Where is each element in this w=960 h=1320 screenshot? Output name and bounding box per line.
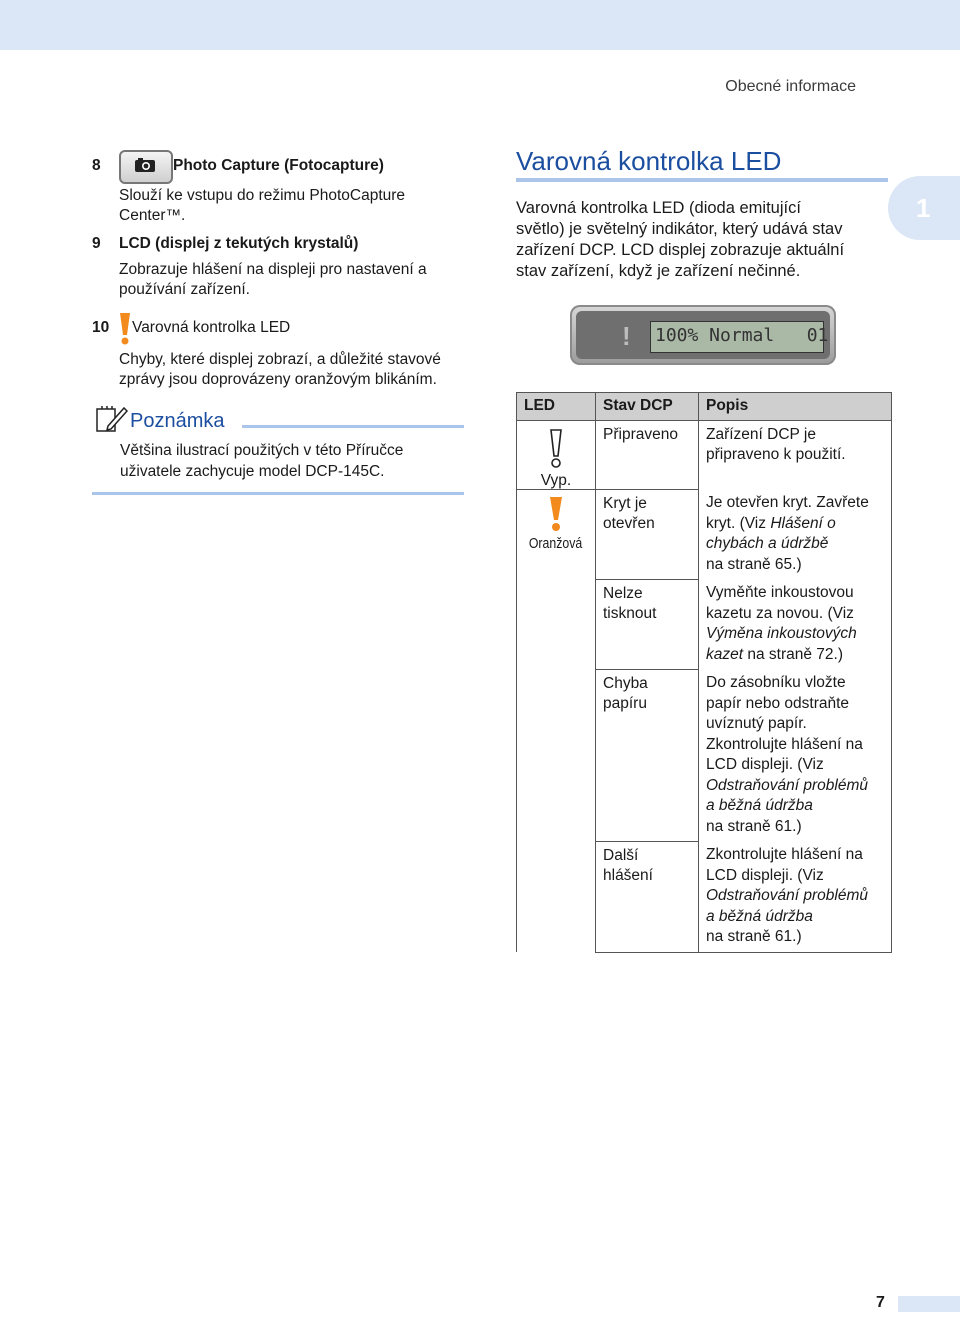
camera-icon — [119, 150, 173, 184]
table-cell-state — [596, 669, 699, 841]
item-title: Photo Capture (Fotocapture) — [173, 157, 384, 174]
item-number: 9 — [92, 235, 101, 252]
item-number: 10 — [92, 319, 110, 336]
item-title: LCD (displej z tekutých krystalů) — [119, 235, 359, 252]
intro-line: stav zařízení, když je zařízení nečinné. — [516, 262, 801, 280]
state-line: otevřen — [603, 515, 655, 532]
led-off-label: Vyp. — [540, 471, 572, 489]
desc-text: kryt. (Viz — [706, 514, 771, 532]
desc-ref-link: Výměna inkoustových — [706, 625, 857, 642]
item-text-line: Slouží ke vstupu do režimu PhotoCapture — [119, 187, 406, 204]
chapter-tab — [888, 176, 960, 240]
table-header-desc: Popis — [699, 393, 892, 421]
lcd-screen — [650, 321, 829, 353]
desc-line: Zkontrolujte hlášení na — [706, 846, 863, 863]
led-off-icon — [548, 429, 564, 469]
desc-line: Zkontrolujte hlášení na — [706, 735, 863, 753]
table-cell-desc — [699, 420, 892, 489]
table-cell-desc — [699, 489, 892, 579]
desc-ref-link: Odstraňování problémů — [706, 887, 868, 904]
heading-rule — [516, 178, 888, 182]
item-text-line: Zobrazuje hlášení na displeji pro nastavení a — [119, 261, 427, 278]
desc-line: na straně 61.) — [706, 928, 802, 945]
chapter-number: 1 — [916, 193, 931, 223]
item-number: 8 — [92, 157, 101, 174]
table-cell-desc — [699, 669, 892, 841]
table-header-led: LED — [517, 393, 596, 421]
table-header-state: Stav DCP — [596, 393, 699, 421]
item-text-line: používání zařízení. — [119, 281, 250, 298]
note-box — [92, 400, 464, 495]
state-line: tisknout — [603, 605, 657, 622]
page-number-bar — [898, 1296, 960, 1312]
item-text-line: Center™. — [119, 207, 186, 224]
led-cell-off — [517, 420, 596, 489]
desc-ref-link: kazet — [706, 645, 744, 663]
note-pencil-icon — [94, 404, 128, 434]
lcd-warning-icon: ! — [622, 321, 631, 351]
lcd-panel-illustration — [570, 305, 836, 365]
desc-ref-link: a běžná údržba — [706, 907, 813, 925]
table-row — [517, 489, 892, 579]
desc-line: LCD displeji. (Viz — [706, 866, 824, 884]
desc-line: LCD displeji. (Viz — [706, 756, 824, 773]
led-orange-icon — [548, 496, 564, 532]
desc-line: Do zásobníku vložte — [706, 674, 846, 691]
desc-line: Je otevřen kryt. Zavřete — [706, 494, 869, 511]
desc-line: na straně 61.) — [706, 817, 802, 835]
item-text-line: zprávy jsou doprovázeny oranžovým blikáním. — [119, 371, 437, 388]
led-cell-orange — [517, 489, 596, 952]
desc-line: na straně 65.) — [706, 555, 802, 573]
intro-line: zařízení DCP. LCD displej zobrazuje aktuální — [516, 241, 845, 259]
state-line: Připraveno — [603, 425, 678, 443]
led-orange-label: Oranžová — [529, 534, 583, 552]
item-text-line: Chyby, které displej zobrazí, a důležité stavové — [119, 351, 441, 368]
state-line: Kryt je — [603, 494, 647, 512]
table-row — [517, 420, 892, 489]
warning-exclamation-icon — [118, 312, 132, 346]
desc-line: uvíznutý papír. — [706, 715, 807, 732]
lcd-text: 100% Normal 01 — [655, 325, 829, 346]
table-header-row — [517, 393, 892, 421]
intro-line: světlo) je světelný indikátor, který udává stav — [516, 220, 843, 238]
table-cell-state — [596, 489, 699, 579]
note-text-line: Většina ilustrací použitých v této Příručce — [120, 442, 404, 459]
desc-line: kazetu za novou. (Viz — [706, 604, 854, 622]
desc-line: Vyměňte inkoustovou — [706, 584, 854, 601]
desc-line: připraveno k použití. — [706, 446, 846, 463]
desc-line: Zařízení DCP je — [706, 425, 816, 443]
note-title-rule — [242, 425, 464, 428]
intro-line: Varovná kontrolka LED (dioda emitující — [516, 199, 801, 217]
lcd-panel-bezel — [576, 311, 830, 359]
desc-text: na straně 72.) — [743, 645, 844, 663]
table-cell-state — [596, 841, 699, 952]
led-status-table — [516, 392, 892, 953]
note-title: Poznámka — [130, 410, 225, 432]
desc-ref-link: Odstraňování problémů — [706, 776, 868, 794]
section-header-title: Obecné informace — [725, 78, 856, 95]
state-line: Další — [603, 846, 639, 864]
table-cell-desc — [699, 841, 892, 952]
desc-line — [706, 514, 884, 535]
note-text-line: uživatele zachycuje model DCP-145C. — [120, 463, 385, 480]
desc-ref-link: Hlášení o — [770, 514, 836, 532]
desc-ref-link: chybách a údržbě — [706, 535, 829, 552]
table-cell-desc — [699, 579, 892, 669]
desc-line — [706, 645, 884, 666]
note-text — [120, 440, 460, 482]
top-band — [0, 0, 960, 50]
state-line: papíru — [603, 695, 647, 712]
table-cell-state — [596, 579, 699, 669]
desc-line: papír nebo odstraňte — [706, 694, 850, 712]
desc-ref-link: a běžná údržba — [706, 797, 813, 814]
state-line: hlášení — [603, 867, 653, 884]
state-line: Chyba — [603, 674, 648, 692]
page-number: 7 — [876, 1294, 885, 1311]
section-intro — [516, 198, 890, 282]
state-line: Nelze — [603, 584, 643, 602]
item-title: Varovná kontrolka LED — [132, 319, 291, 336]
table-cell-state — [596, 420, 699, 489]
section-heading: Varovná kontrolka LED — [516, 146, 782, 176]
